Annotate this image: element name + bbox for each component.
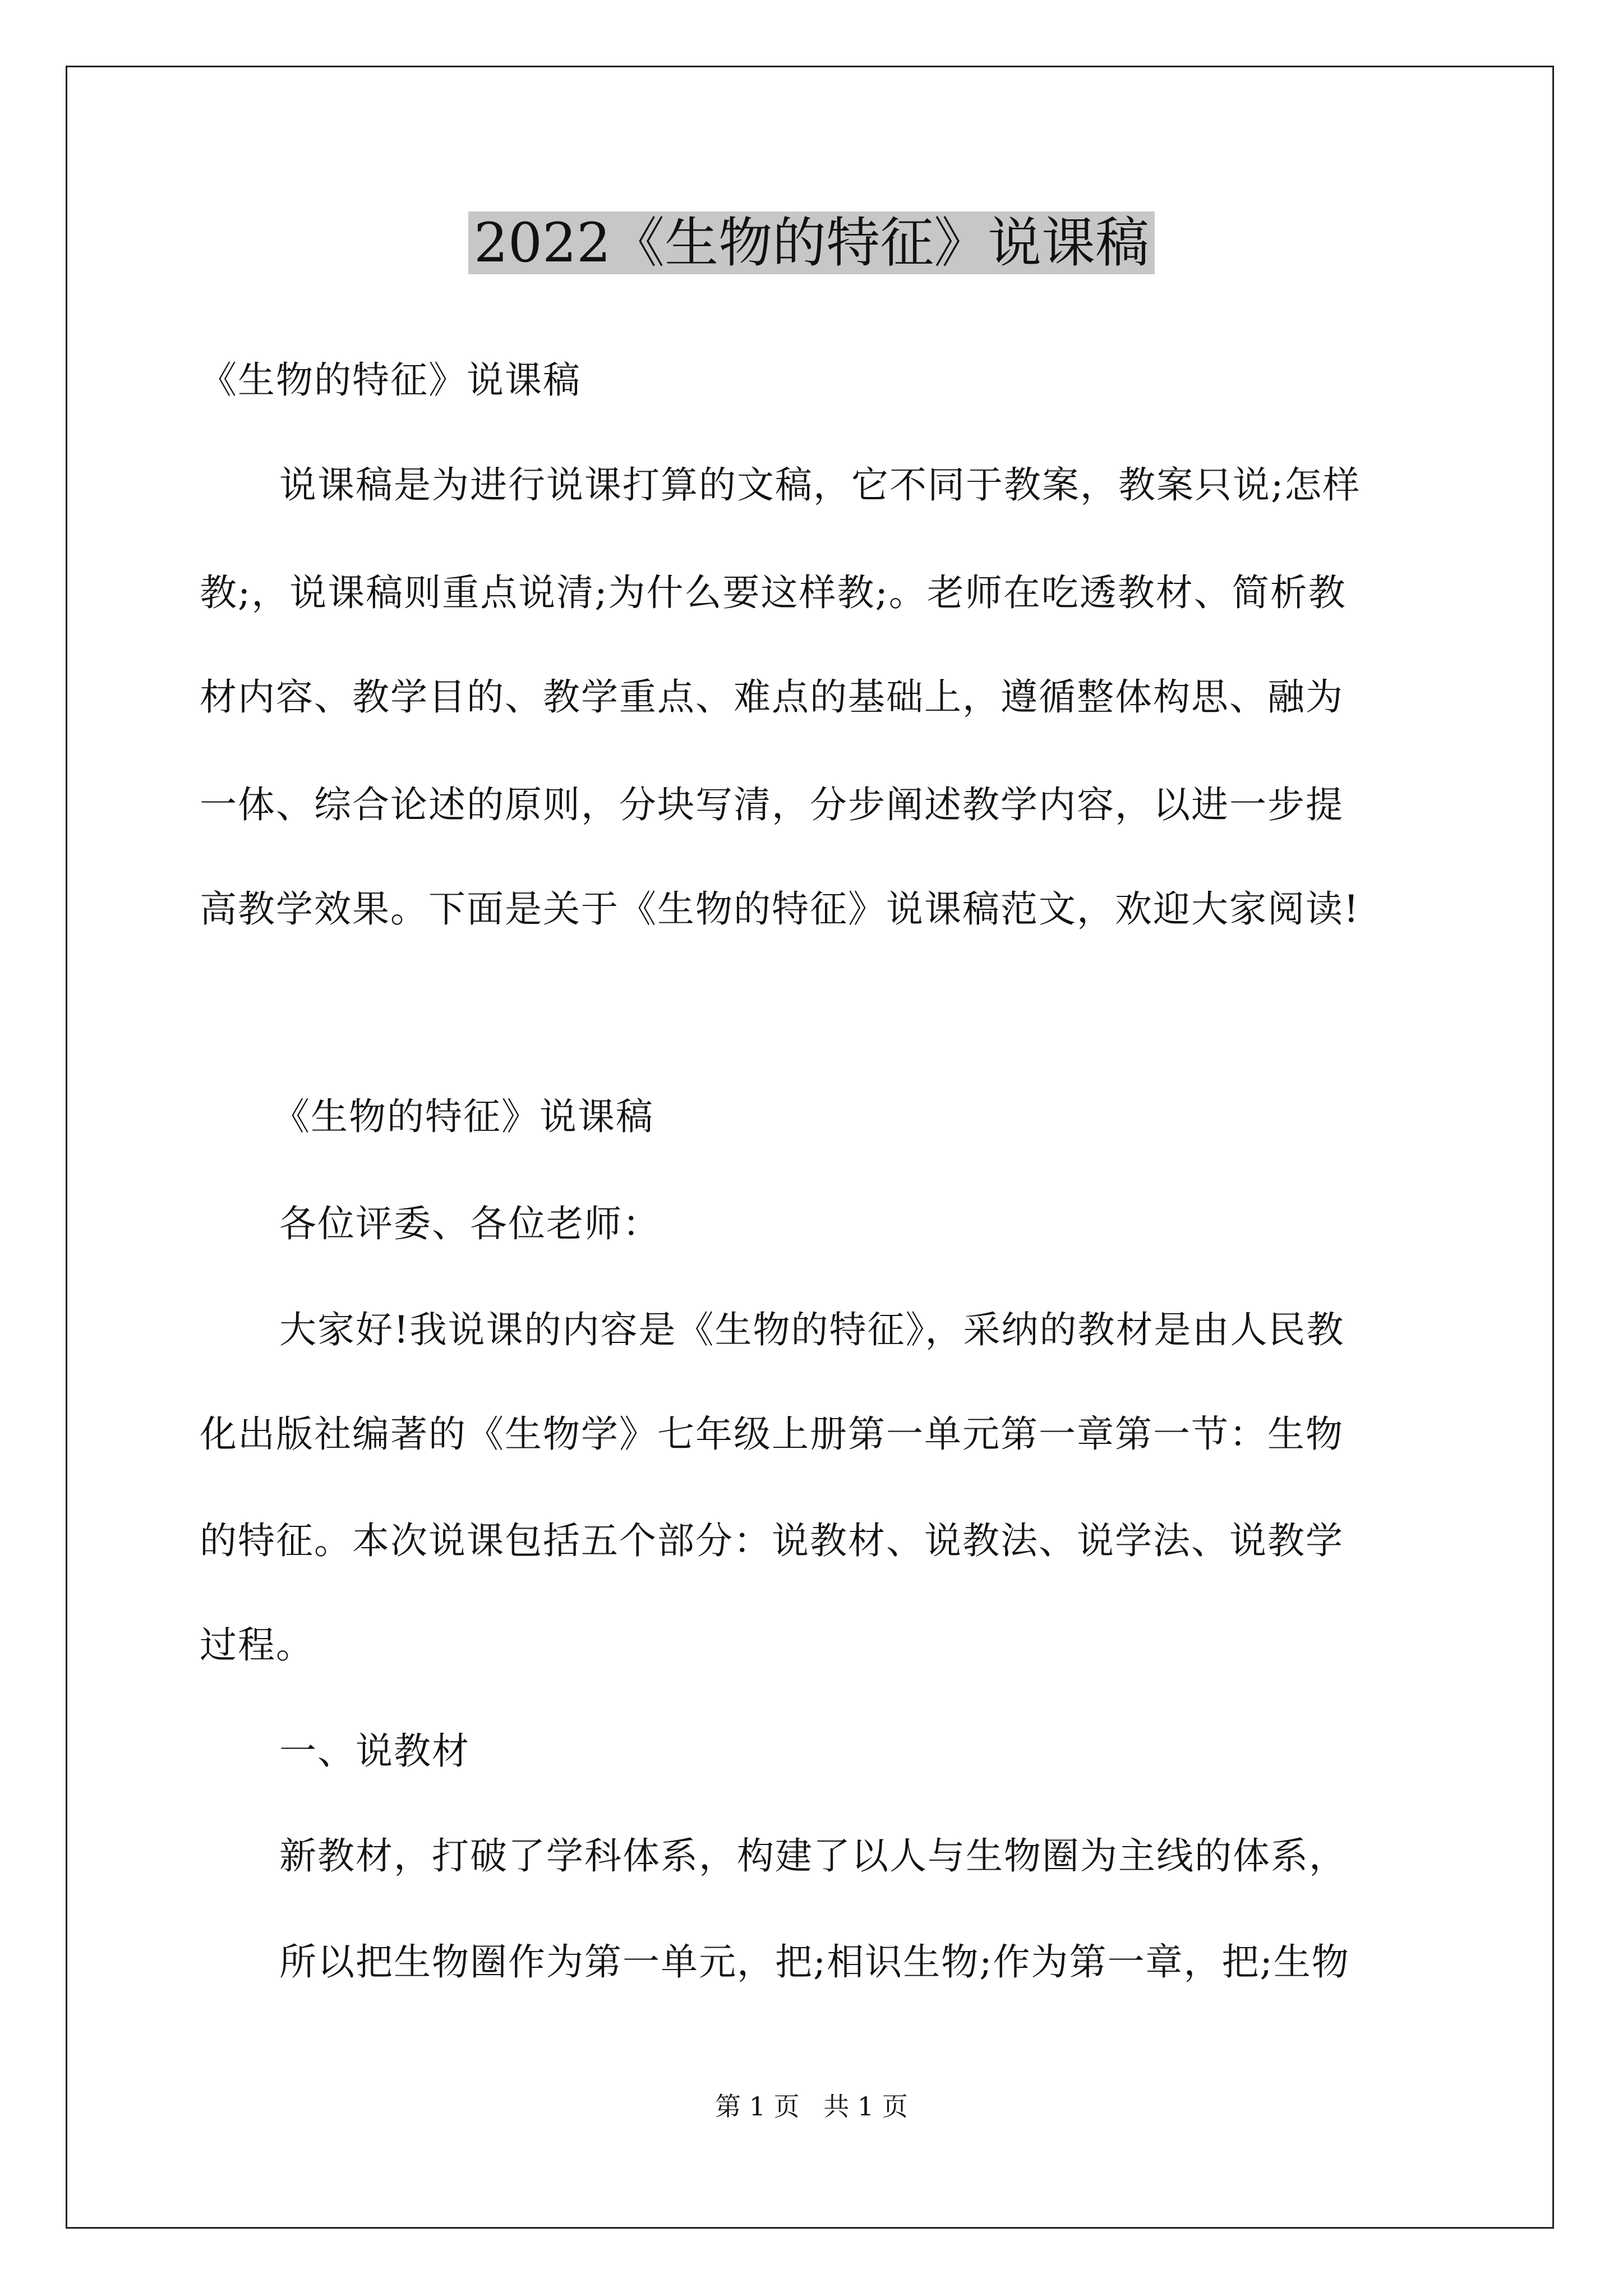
- paragraph-line: 大家好!我说课的内容是《生物的特征》，采纳的教材是由人民教: [279, 1308, 1345, 1351]
- paragraph-line: 过程。: [200, 1623, 314, 1667]
- paragraph-line: 所以把生物圈作为第一单元，把;相识生物;作为第一章，把;生物: [279, 1940, 1350, 1984]
- paragraph-line: 高教学效果。下面是关于《生物的特征》说课稿范文，欢迎大家阅读!: [200, 887, 1360, 931]
- paragraph-line: 化出版社编著的《生物学》七年级上册第一单元第一章第一节：生物: [200, 1412, 1344, 1456]
- section-heading: 一、说教材: [279, 1729, 470, 1773]
- page-footer: [0, 2090, 1623, 2123]
- page-number-current: 第 1 页: [715, 2091, 800, 2122]
- section-heading: 《生物的特征》说课稿: [273, 1095, 654, 1138]
- paragraph-line: 一体、综合论述的原则，分块写清，分步阐述教学内容，以进一步提: [200, 783, 1344, 826]
- subtitle-line: 《生物的特征》说课稿: [200, 358, 581, 402]
- paragraph-line: 材内容、教学目的、教学重点、难点的基础上，遵循整体构思、融为: [200, 675, 1344, 719]
- document-title-text: 2022《生物的特征》说课稿: [468, 211, 1155, 274]
- paragraph-line: 的特征。本次说课包括五个部分：说教材、说教法、说学法、说教学: [200, 1519, 1344, 1562]
- salutation: 各位评委、各位老师：: [279, 1202, 661, 1245]
- page-number-total: 共 1 页: [823, 2091, 908, 2122]
- paragraph-line: 说课稿是为进行说课打算的文稿，它不同于教案，教案只说;怎样: [279, 463, 1361, 507]
- paragraph-line: 新教材，打破了学科体系，构建了以人与生物圈为主线的体系，: [279, 1834, 1347, 1878]
- paragraph-line: 教;，说课稿则重点说清;为什么要这样教;。老师在吃透教材、简析教: [200, 571, 1347, 614]
- document-title: [0, 206, 1623, 279]
